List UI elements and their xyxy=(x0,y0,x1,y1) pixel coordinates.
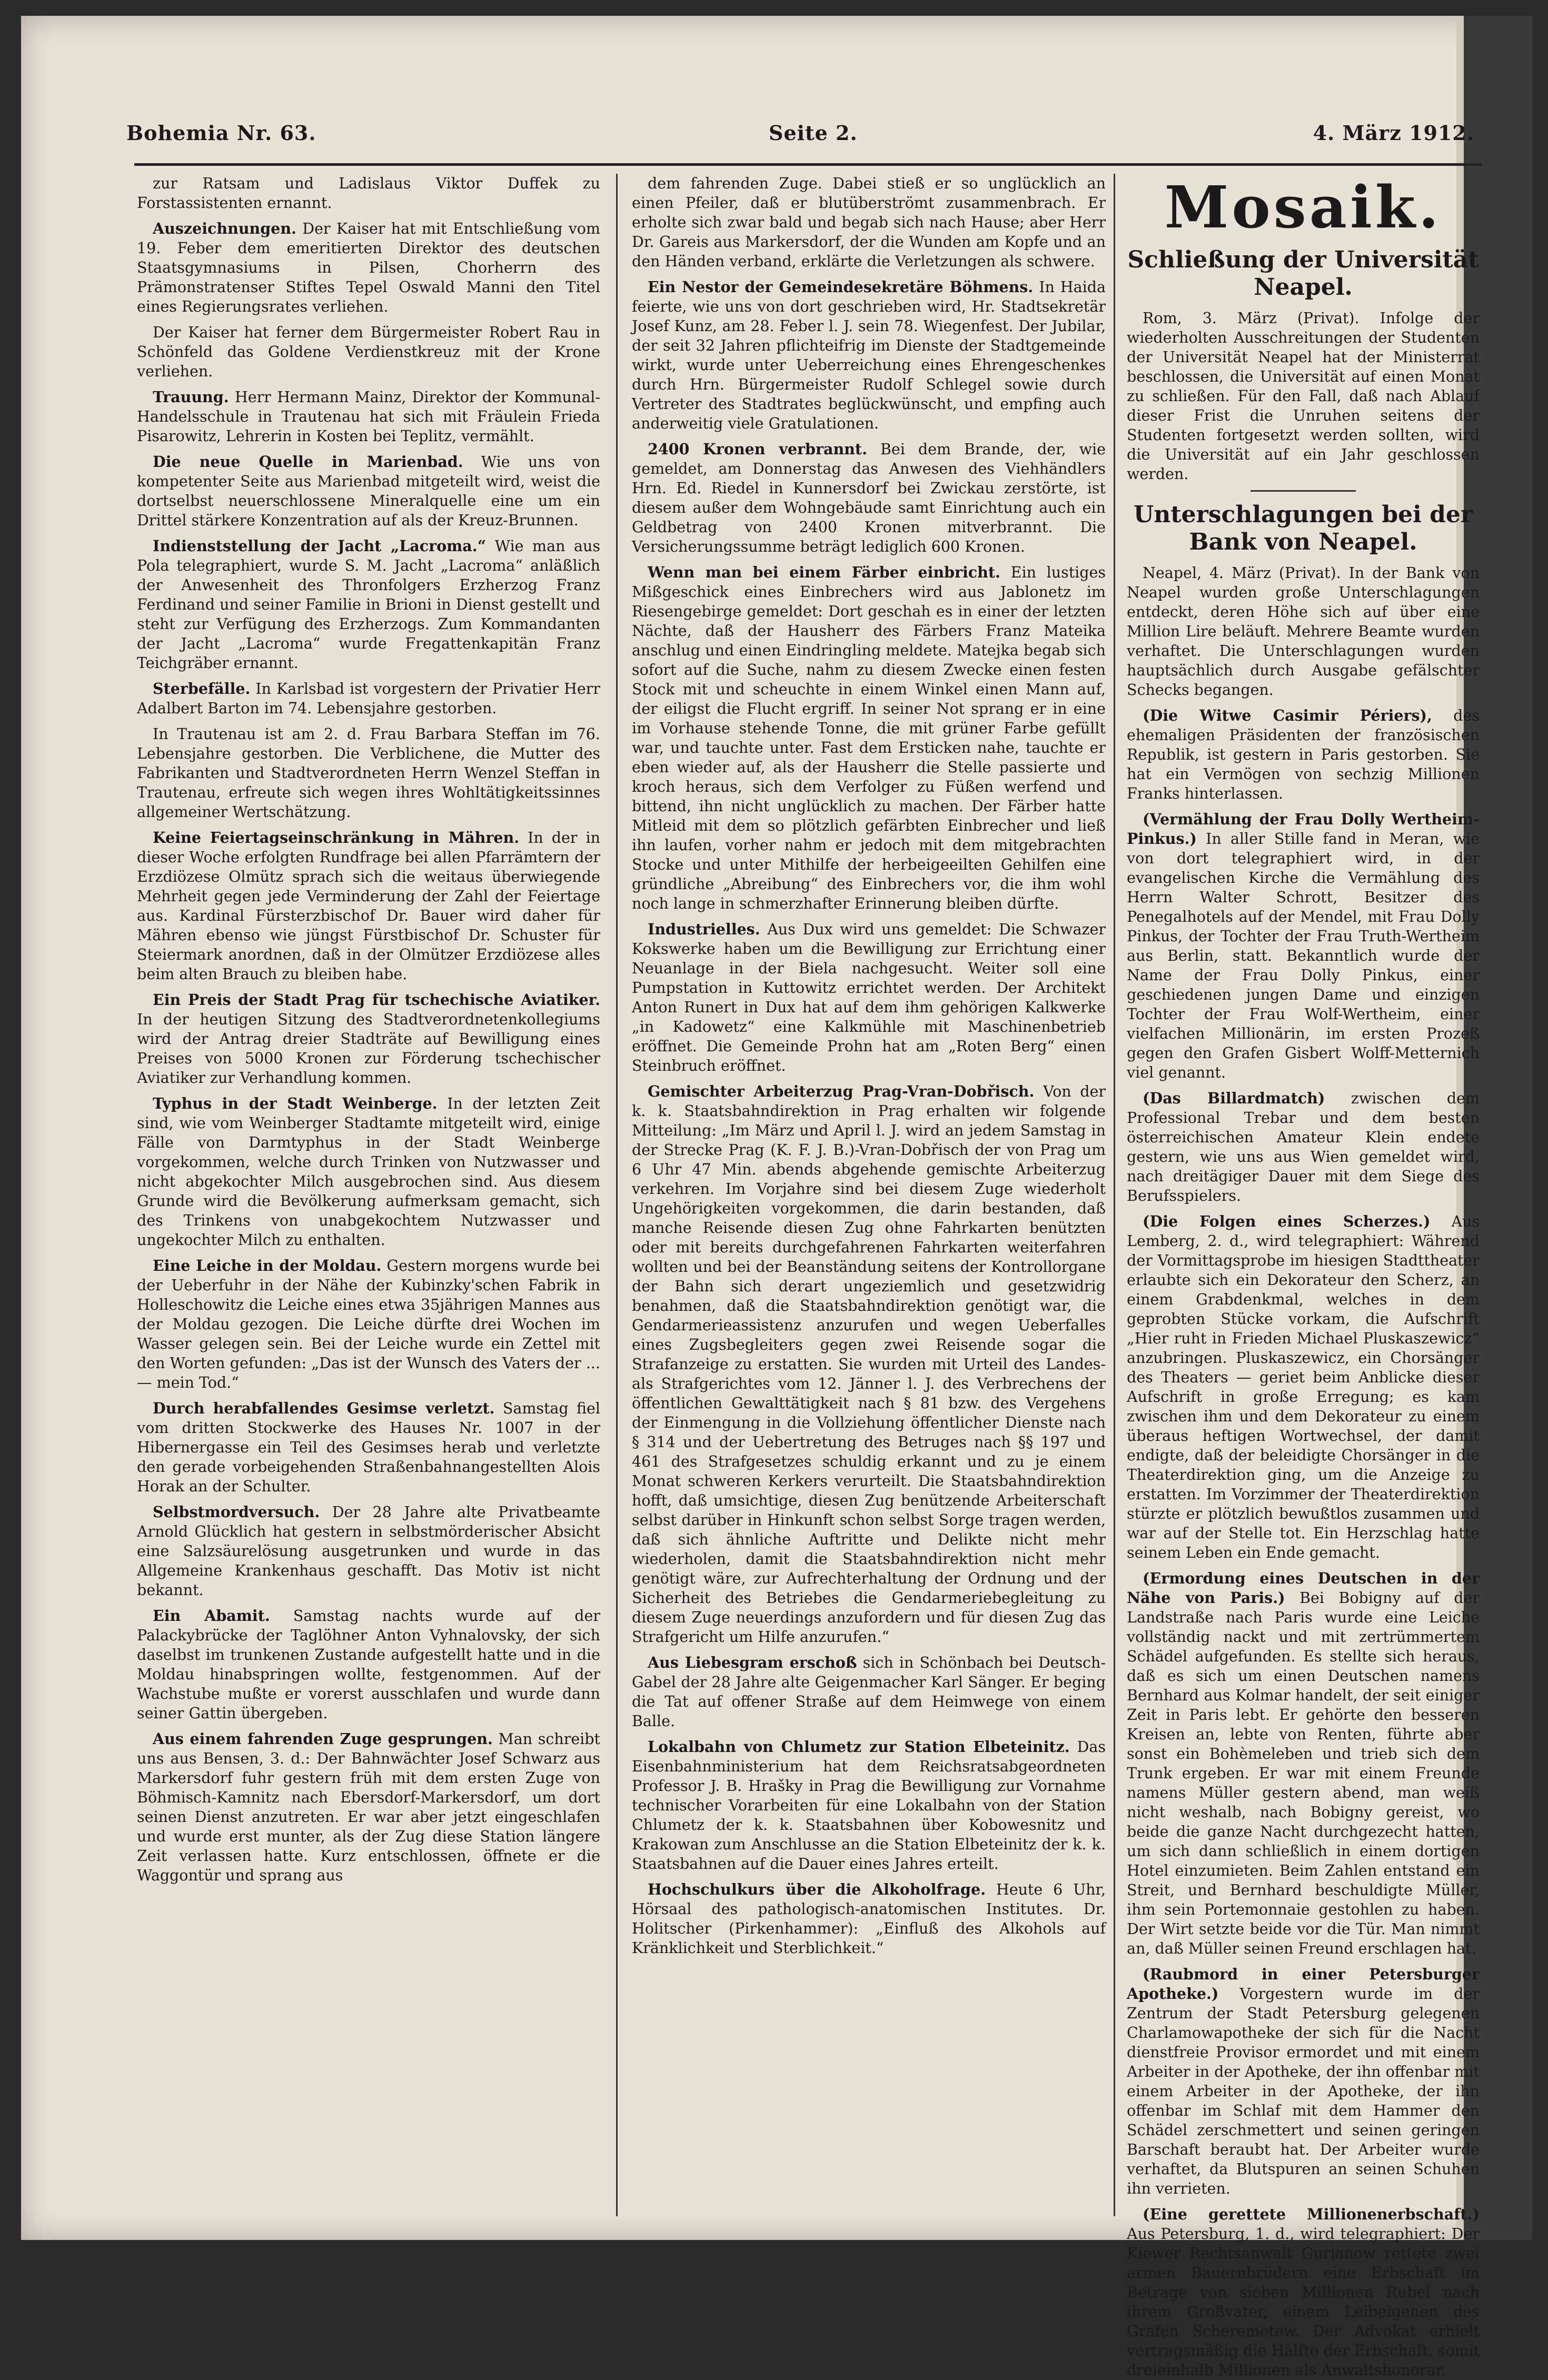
news-item-text: Wie man aus Pola telegraphiert, wurde S. M. Jacht „Lacroma“ anläßlich der Anwesenheit des Thronfolgers Erzherzog Franz Ferdinand und seiner Familie in Brioni in Dienst gestellt und steht zur Verfügung des Erzherzogs. Zum Kommandanten der Jacht „Lacroma“ wurde Fregattenkapitän Franz Teichgräber ernannt. xyxy=(137,537,600,672)
news-item-title: Trauung. xyxy=(153,388,229,406)
masthead-issue: Bohemia Nr. 63. xyxy=(126,121,316,145)
news-item-text: In Trautenau ist am 2. d. Frau Barbara Steffan im 76. Lebensjahre gestorben. Die Verblichene, die Mutter des Fabrikanten und Stadtverordneten Herrn Wenzel Steffan in Trautenau, erfreute sich wegen ihres Wohltätigkeitssinnes allgemeiner Wertschätzung. xyxy=(137,725,600,821)
news-item xyxy=(137,724,600,822)
header-rule xyxy=(134,163,1482,166)
news-item-title: Sterbefälle. xyxy=(153,680,251,698)
news-item-title: (Die Witwe Casimir Périers), xyxy=(1143,706,1432,724)
news-item xyxy=(137,828,600,984)
news-item-text: Gestern morgens wurde bei der Ueberfuhr in der Nähe der Kubinzky'schen Fabrik in Holleschowitz die Leiche eines etwa 35jährigen Mannes aus der Moldau gezogen. Die Leiche dürfte drei Wochen im Wasser gelegen sein. Bei der Leiche wurde ein Zettel mit den Worten gefunden: „Das ist der Wunsch des Vaters der ... — mein Tod.“ xyxy=(137,1257,600,1391)
news-item xyxy=(137,1502,600,1600)
news-item-text: In der heutigen Sitzung des Stadtverordnetenkollegiums wird der Antrag dreier Stadträte auf Bewilligung eines Preises von 5000 Kronen zur Förderung tschechischer Aviatiker zur Verhandlung kommen. xyxy=(137,1011,600,1087)
news-item-title: (Raubmord in einer Petersburger Apotheke.) xyxy=(1127,1965,1480,2003)
news-item xyxy=(137,679,600,718)
news-item-title: (Das Billardmatch) xyxy=(1143,1089,1325,1107)
news-item xyxy=(632,920,1106,1076)
news-item-title: Durch herabfallendes Gesimse verletzt. xyxy=(153,1399,495,1417)
column-right xyxy=(1127,173,1480,2379)
news-item xyxy=(137,219,600,316)
news-item-text: Aus Dux wird uns gemeldet: Die Schwazer Kokswerke haben um die Bewilligung zur Errichtung einer Neuanlage in der Biela nachgesucht. Weiter soll eine Pumpstation in Kuttowitz errichtet werden. Der Architekt Anton Runert in Dux hat auf dem ihm gehörigen Kalkwerke „in Kadowetz“ eine Kalkmühle mit Maschinenbetrieb eröffnet. Die Gemeinde Prohn hat am „Roten Berg“ einen Steinbruch eröffnet. xyxy=(632,921,1106,1074)
page-number: Seite 2. xyxy=(769,121,858,145)
news-item-title: Die neue Quelle in Marienbad. xyxy=(153,453,463,471)
news-item xyxy=(1127,2205,1480,2380)
news-item-text: Der 28 Jahre alte Privatbeamte Arnold Glücklich hat gestern in selbstmörderischer Absicht eine Salzsäurelösung ausgetrunken und wurde in das Allgemeine Krankenhaus geschafft. Das Motiv ist nicht bekannt. xyxy=(137,1503,601,1599)
news-item-text: Samstag fiel vom dritten Stockwerke des Hauses Nr. 1007 in der Hibernergasse ein Teil des Gesimses herab und verletzte den gerade vorbeigehenden Straßenbahnangestellten Alois Horak an der Schulter. xyxy=(137,1400,600,1495)
article-headline: Schließung der Universität Neapel. xyxy=(1127,246,1479,301)
news-item-text: In der in dieser Woche erfolgten Rundfrage bei allen Pfarrämtern der Erzdiözese Olmütz sprach sich die weitaus überwiegende Mehrheit gegen jede Verminderung der Zahl der Feiertage aus. Kardinal Fürsterzbischof Dr. Bauer wird daher für Mähren ebenso wie jüngst Fürstbischof Dr. Schuster für Steiermark anordnen, daß in der Olmützer Erzdiözese alles beim alten Brauch zu bleiben habe. xyxy=(137,829,601,983)
news-item-title: Aus einem fahrenden Zuge gesprungen. xyxy=(153,1730,493,1748)
news-item-title: Gemischter Arbeiterzug Prag-Vran-Dobřisch. xyxy=(648,1082,1035,1100)
news-item-text: Vorgestern wurde im der Zentrum der Stadt Petersburg gelegenen Charlamowapotheke der sich für die Nacht dienstfreie Provisor ermordet und mit einem Arbeiter in der Apotheke, der ihn offenbar mit einem Arbeiter in der Apotheke, der ihn offenbar im Schlaf mit dem Hammer den Schädel zerschmettert und seinen geringen Barschaft beraubt hat. Der Arbeiter wurde verhaftet, da Blutspuren an seinen Schuhen ihn verrieten. xyxy=(1127,1985,1480,2197)
news-item-text: zur Ratsam und Ladislaus Viktor Duffek zu Forstassistenten ernannt. xyxy=(137,175,600,212)
news-item xyxy=(1127,1212,1480,1562)
news-item xyxy=(632,1737,1106,1874)
article-body: Rom, 3. März (Privat). Infolge der wiederholten Ausschreitungen der Studenten der Universität Neapel hat der Ministerrat beschlossen, die Universität auf einen Monat zu schließen. Für den Fall, daß nach Ablauf dieser Frist die Unruhen seitens der Studenten fortgesetzt werden sollten, wird die Universität auf ein Jahr geschlossen werden. xyxy=(1127,310,1480,483)
news-item-title: Wenn man bei einem Färber einbricht. xyxy=(648,563,1000,581)
news-item-text: Von der k. k. Staatsbahndirektion in Prag erhalten wir folgende Mitteilung: „Im März und April l. J. wird an jedem Samstag in der Strecke Prag (K. F. J. B.)-Vran-Dobřisch der von Prag um 6 Uhr 47 Min. abends abgehende gemischte Arbeiterzug verkehren. Im Vorjahre sind bei diesem Zuge wiederholt Ungehörigkeiten vorgekommen, die darin bestanden, daß manche Reisende diesen Zug ohne Fahrkarten benützten oder mit bereits durchgefahrenen Fahrkarten weiterfahren wollten und bei der Beanständung seitens der Kontrollorgane der Bahn sich derart ungeziemlich und gesetzwidrig benahmen, daß die Staatsbahndirektion genötigt war, die Gendarmerieassistenz anzurufen und wegen Ueberfalles eines Zugsbegleiters gegen zwei Reisende sogar die Strafanzeige zu erstatten. Sie wurden mit Urteil des Landes- als Strafgerichtes vom 12. Jänner l. J. des Verbrechens der öffentlichen Gewalttätigkeit nach § 81 bzw. des Vergehens der Einmengung in die Vollziehung öffentlicher Dienste nach § 314 und der Uebertretung des Betruges nach §§ 197 und 461 des Strafgesetzes schuldig erkannt und zu je einem Monat schweren Kerkers verurteilt. Die Staatsbahndirektion hofft, daß umsichtige, diesen Zug benützende Arbeiterschaft selbst darüber in Hinkunft schon selbst Sorge tragen werden, daß sich ähnliche Auftritte und Delikte nicht mehr wiederholen, damit die Staatsbahndirektion nicht mehr genötigt wäre, zur Aufrechterhaltung der Ordnung und der Sicherheit des Betriebes die Gendarmeriebegleitung zu diesem Zuge neuerdings anzufordern und für diesen Zug das Strafgericht um Hilfe anzurufen.“ xyxy=(632,1083,1106,1646)
news-item xyxy=(632,1653,1106,1731)
column-middle xyxy=(632,174,1106,2227)
news-item-text: Bei dem Brande, der, wie gemeldet, am Donnerstag das Anwesen des Viehhändlers Hrn. Ed. Riedel in Kunnersdorf bei Zwickau zerstörte, ist diesem außer dem Wohngebäude samt Einrichtung auch ein Geldbetrag von 2400 Kronen mitverbrannt. Die Versicherungssumme beträgt lediglich 600 Kronen. xyxy=(632,441,1106,555)
news-item-title: Typhus in der Stadt Weinberge. xyxy=(153,1094,438,1112)
news-item-text: dem fahrenden Zuge. Dabei stieß er so unglücklich an einen Pfeiler, daß er blutüberströmt zusammenbrach. Er erholte sich zwar bald und begab sich nach Hause; aber Herr Dr. Gareis aus Markersdorf, der die Wunden am Kopfe und an den Händen verband, erklärte die Verletzungen als schwere. xyxy=(632,175,1106,270)
news-item xyxy=(632,277,1106,433)
news-item-title: Keine Feiertagseinschränkung in Mähren. xyxy=(153,829,520,847)
news-item-title: 2400 Kronen verbrannt. xyxy=(648,440,867,458)
news-item-text: Aus Lemberg, 2. d., wird telegraphiert: Während der Vormittagsprobe im hiesigen Stadttheater erlaubte sich ein Dekorateur den Scherz, an einem Grabdenkmal, welches in dem geprobten Stücke vorkam, die Aufschrift „Hier ruht in Frieden Michael Pluskaszewicz“ anzubringen. Pluskaszewicz, ein Chorsänger des Theaters — geriet beim Anblicke dieser Aufschrift in große Erregung; es kam zwischen ihm und dem Dekorateur zu einem überaus heftigen Wortwechsel, der damit endigte, daß der beleidigte Chorsänger in die Theaterdirektion ging, um die Anzeige zu erstatten. Im Vorzimmer der Theaterdirektion stürzte er plötzlich bewußtlos zusammen und war auf der Stelle tot. Ein Herzschlag hatte seinem Leben ein Ende gemacht. xyxy=(1127,1213,1480,1561)
page-header xyxy=(126,116,1495,153)
news-item-title: (Ermordung eines Deutschen in der Nähe von Paris.) xyxy=(1127,1569,1480,1607)
column-divider xyxy=(1114,174,1115,2216)
news-item-text: Der Kaiser hat mit Entschließung vom 19. Feber dem emeritierten Direktor des deutschen Staatsgymnasiums in Pilsen, Chorherrn des Prämonstratenser Stiftes Tepel Oswald Manni den Titel eines Regierungsrates verliehen. xyxy=(137,220,600,315)
article-body: Neapel, 4. März (Privat). In der Bank von Neapel wurden große Unterschlagungen entdeckt, deren Höhe sich auf über eine Million Lire beläuft. Mehrere Beamte wurden verhaftet. Die Unterschlagungen wurden hauptsächlich durch Ausgabe gefälschter Schecks begangen. xyxy=(1127,564,1480,699)
news-item-title: Auszeichnungen. xyxy=(153,220,296,237)
column-divider xyxy=(616,174,618,2216)
news-item-text: Heute 6 Uhr, Hörsaal des pathologisch-anatomischen Institutes. Dr. Holitscher (Pirkenhammer): „Einfluß des Alkohols auf Kränklichkeit und Sterblichkeit.“ xyxy=(632,1881,1106,1957)
news-item xyxy=(632,174,1106,271)
news-item-title: Aus Liebesgram erschoß xyxy=(648,1654,857,1671)
news-item xyxy=(137,1729,600,1885)
news-item xyxy=(137,174,600,213)
news-item-text: Herr Hermann Mainz, Direktor der Kommunal-Handelsschule in Trautenau hat sich mit Fräulein Frieda Pisarowitz, Lehrerin in Kosten bei Teplitz, vermählt. xyxy=(137,389,600,445)
news-item-title: Hochschulkurs über die Alkoholfrage. xyxy=(648,1880,986,1898)
newspaper-page xyxy=(21,16,1532,2379)
news-item-text: Wie uns von kompetenter Seite aus Marienbad mitgeteilt wird, weist die dortselbst neuerschlossene Mineralquelle eine um ein Drittel stärkere Konzentration auf als der Kreuz-Brunnen. xyxy=(137,453,601,529)
news-item xyxy=(137,1606,600,1723)
news-item-title: Industrielles. xyxy=(648,920,760,938)
news-item-title: Ein Preis der Stadt Prag für tschechische Aviatiker. xyxy=(153,991,600,1009)
news-item-text: Bei Bobigny auf der Landstraße nach Paris wurde eine Leiche vollständig nackt und mit zertrümmertem Schädel aufgefunden. Es stellte sich heraus, daß es sich um einen Deutschen namens Bernhard aus Kolmar handelt, der seit einiger Zeit in Paris lebt. Er gehörte den besseren Kreisen an, lebte von Renten, führte aber sonst ein Bohèmeleben und trieb sich dem Trunk ergeben. Er war mit einem Freunde namens Müller gestern abend, man weiß nicht weshalb, nach Bobigny gereist, wo beide die ganze Nacht durchgezecht hatten, um sich dann schließlich in einem dortigen Hotel einzumieten. Beim Zahlen entstand ein Streit, und Bernhard beschuldigte Müller, ihm sein Portemonnaie gestohlen zu haben. Der Wirt setzte beide vor die Tür. Man nimmt an, daß Müller seinen Freund erschlagen hat. xyxy=(1127,1589,1480,1957)
news-item xyxy=(137,1094,600,1250)
news-item-text: In Karlsbad ist vorgestern der Privatier Herr Adalbert Barton im 74. Lebensjahre gestorben. xyxy=(137,680,600,717)
news-item-title: (Eine gerettete Millionenerbschaft.) xyxy=(1143,2205,1480,2223)
news-item-title: Lokalbahn von Chlumetz zur Station Elbeteinitz. xyxy=(648,1738,1070,1756)
news-item xyxy=(1127,810,1480,1082)
news-item xyxy=(632,563,1106,913)
news-item-text: Das Eisenbahnministerium hat dem Reichsratsabgeordneten Professor J. B. Hrašky in Prag die Bewilligung zur Vornahme technischer Vorarbeiten für eine Lokalbahn von der Station Chlumetz der k. k. Staatsbahnen über Kobowesnitz und Krakowan zum Anschlusse an die Station Elbeteinitz der k. k. Staatsbahnen auf die Dauer eines Jahres erteilt. xyxy=(632,1738,1106,1873)
news-item xyxy=(632,1082,1106,1647)
news-item-title: Indienststellung der Jacht „Lacroma.“ xyxy=(153,537,487,555)
column-left xyxy=(137,174,600,2227)
news-item-text: Der Kaiser hat ferner dem Bürgermeister Robert Rau in Schönfeld das Goldene Verdienstkreuz mit der Krone verliehen. xyxy=(137,324,600,380)
news-item xyxy=(137,990,600,1088)
news-item xyxy=(632,440,1106,556)
news-item-text: Man schreibt uns aus Bensen, 3. d.: Der Bahnwächter Josef Schwarz aus Markersdorf fuhr gestern früh mit dem ersten Zuge von Böhmisch-Kamnitz nach Ebersdorf-Markersdorf, um dort seinen Dienst anzutreten. Er war aber jetzt eingeschlafen und wurde erst munter, als der Zug diese Station längere Zeit verlassen hatte. Kurz entschlossen, öffnete er die Waggontür und sprang aus xyxy=(137,1730,600,1884)
news-item-text: sich in Schönbach bei Deutsch-Gabel der 28 Jahre alte Geigenmacher Karl Sänger. Er beging die Tat auf offener Straße auf dem Heimwege von einem Balle. xyxy=(632,1654,1106,1730)
news-item xyxy=(137,387,600,446)
news-item-text: In der letzten Zeit sind, wie vom Weinberger Stadtamte mitgeteilt wird, einige Fälle von Darmtyphus in der Stadt Weinberge vorgekommen, welche durch Trinken von Nutzwasser und nicht abgekochter Milch ausgebrochen sind. Aus diesem Grunde wird die Bevölkerung aufmerksam gemacht, sich des Trinkens von unabgekochtem Nutzwasser und ungekochter Milch zu enthalten. xyxy=(137,1095,601,1249)
news-item-text: In aller Stille fand in Meran, wie von dort telegraphiert wird, in der evangelischen Kirche die Vermählung des Herrn Walter Schrott, Besitzer des Penegalhotels auf der Mendel, mit Frau Dolly Pinkus, der Tochter der Frau Truth-Wertheim aus Berlin, statt. Bekanntlich wurde der Name der Frau Dolly Pinkus, einer geschiedenen jungen Dame und einzigen Tochter der Frau Wolf-Wertheim, einer vielfachen Millionärin, im ersten Prozeß gegen den Grafen Gisbert Wolff-Metternich viel genannt. xyxy=(1127,830,1480,1081)
news-item xyxy=(137,323,600,381)
news-item xyxy=(1127,1089,1480,1206)
news-item-title: (Die Folgen eines Scherzes.) xyxy=(1143,1212,1431,1230)
article-headline: Unterschlagungen bei der Bank von Neapel. xyxy=(1133,501,1473,555)
news-item-title: Selbstmordversuch. xyxy=(153,1503,320,1521)
news-item xyxy=(137,1399,600,1496)
news-items xyxy=(1127,706,1480,2380)
news-item-title: Ein Nestor der Gemeindesekretäre Böhmens. xyxy=(648,278,1034,296)
news-item xyxy=(632,1880,1106,1958)
news-item xyxy=(1127,706,1480,803)
news-item xyxy=(137,536,600,673)
news-item-text: Samstag nachts wurde auf der Palackybrücke der Taglöhner Anton Vyhnalovsky, der sich daselbst im trunkenen Zustande aufgestellt hatte und in die Moldau hinabspringen wollte, festgenommen. Auf der Wachstube mußte er vorerst ausschlafen und wurde dann seiner Gattin übergeben. xyxy=(137,1607,600,1722)
news-item xyxy=(1127,1569,1480,1958)
section-title: Mosaik. xyxy=(1164,173,1442,241)
news-item-title: Eine Leiche in der Moldau. xyxy=(153,1257,382,1274)
issue-date: 4. März 1912. xyxy=(1313,121,1474,145)
news-item-title: Ein Abamit. xyxy=(153,1607,270,1625)
news-item xyxy=(137,1256,600,1392)
news-item xyxy=(137,452,600,530)
news-item-text: Aus Petersburg, 1. d., wird telegraphiert: Der Kiewer Rechtsanwalt Gurianow rettete zwei armen Bauernbrüdern eine Erbschaft im Betrage von sieben Millionen Rubel nach ihrem Großvater, einem Leibeigenen des Grafen Scheremetew. Der Advokat erhielt vertragsmäßig die Hälfte der Erbschaft, somit dreieinhalb Millionen als Anwaltshonorar. xyxy=(1127,2225,1480,2379)
news-item-text: des ehemaligen Präsidenten der französischen Republik, ist gestern in Paris gestorben. Sie hat ein Vermögen von sechzig Millionen Franks hinterlassen. xyxy=(1127,707,1480,802)
divider xyxy=(1251,490,1356,492)
news-item-text: In Haida feierte, wie uns von dort geschrieben wird, Hr. Stadtsekretär Josef Kunz, am 28. Feber l. J. sein 78. Wiegenfest. Der Jubilar, der seit 32 Jahren pflichteifrig im Dienste der Stadtgemeinde wirkt, wurde unter Ueberreichung eines Ehrengeschenkes durch Hrn. Bürgermeister Rudolf Schlegel sowie durch Vertreter des Stadtrates beglückwünscht, und empfing auch anderweitig viele Gratulationen. xyxy=(632,278,1106,432)
news-item xyxy=(1127,1965,1480,2198)
news-item-text: Ein lustiges Mißgeschick eines Einbrechers wird aus Jablonetz im Riesengebirge gemeldet: Dort geschah es in einer der letzten Nächte, daß der Hausherr des Färbers Franz Mateika anschlug und einen Eindringling meldete. Matejka begab sich sofort auf die Suche, nahm zu diesem Zwecke einen festen Stock mit und scheuchte in einem Winkel einen Mann auf, der eiligst die Flucht ergriff. In seiner Not sprang er in eine im Vorhause stehende Tonne, die mit grüner Farbe gefüllt war, und tauchte unter. Fast dem Ersticken nahe, tauchte er eben wieder auf, als der Hausherr die Stelle passierte und kroch heraus, sich dem Verfolger zu Füßen werfend und bittend, ihn nicht unglücklich zu machen. Der Färber hatte Mitleid mit dem so plötzlich gefärbten Einbrecher und ließ ihn laufen, vorher nahm er jedoch mit dem mitgebrachten Stocke und unter Mithilfe der herbeigeeilten Gehilfen eine gründliche „Abreibung“ des Einbrechers vor, die ihm wohl noch lange in schmerzhafter Erinnerung bleiben dürfte. xyxy=(632,564,1106,912)
news-item-title: (Vermählung der Frau Dolly Wertheim-Pinkus.) xyxy=(1127,810,1480,848)
news-item-text: zwischen dem Professional Trebar und dem besten österreichischen Amateur Klein endete gestern, wie uns aus Wien gemeldet wird, nach dreitägiger Dauer mit dem Siege des Berufsspielers. xyxy=(1127,1090,1480,1204)
